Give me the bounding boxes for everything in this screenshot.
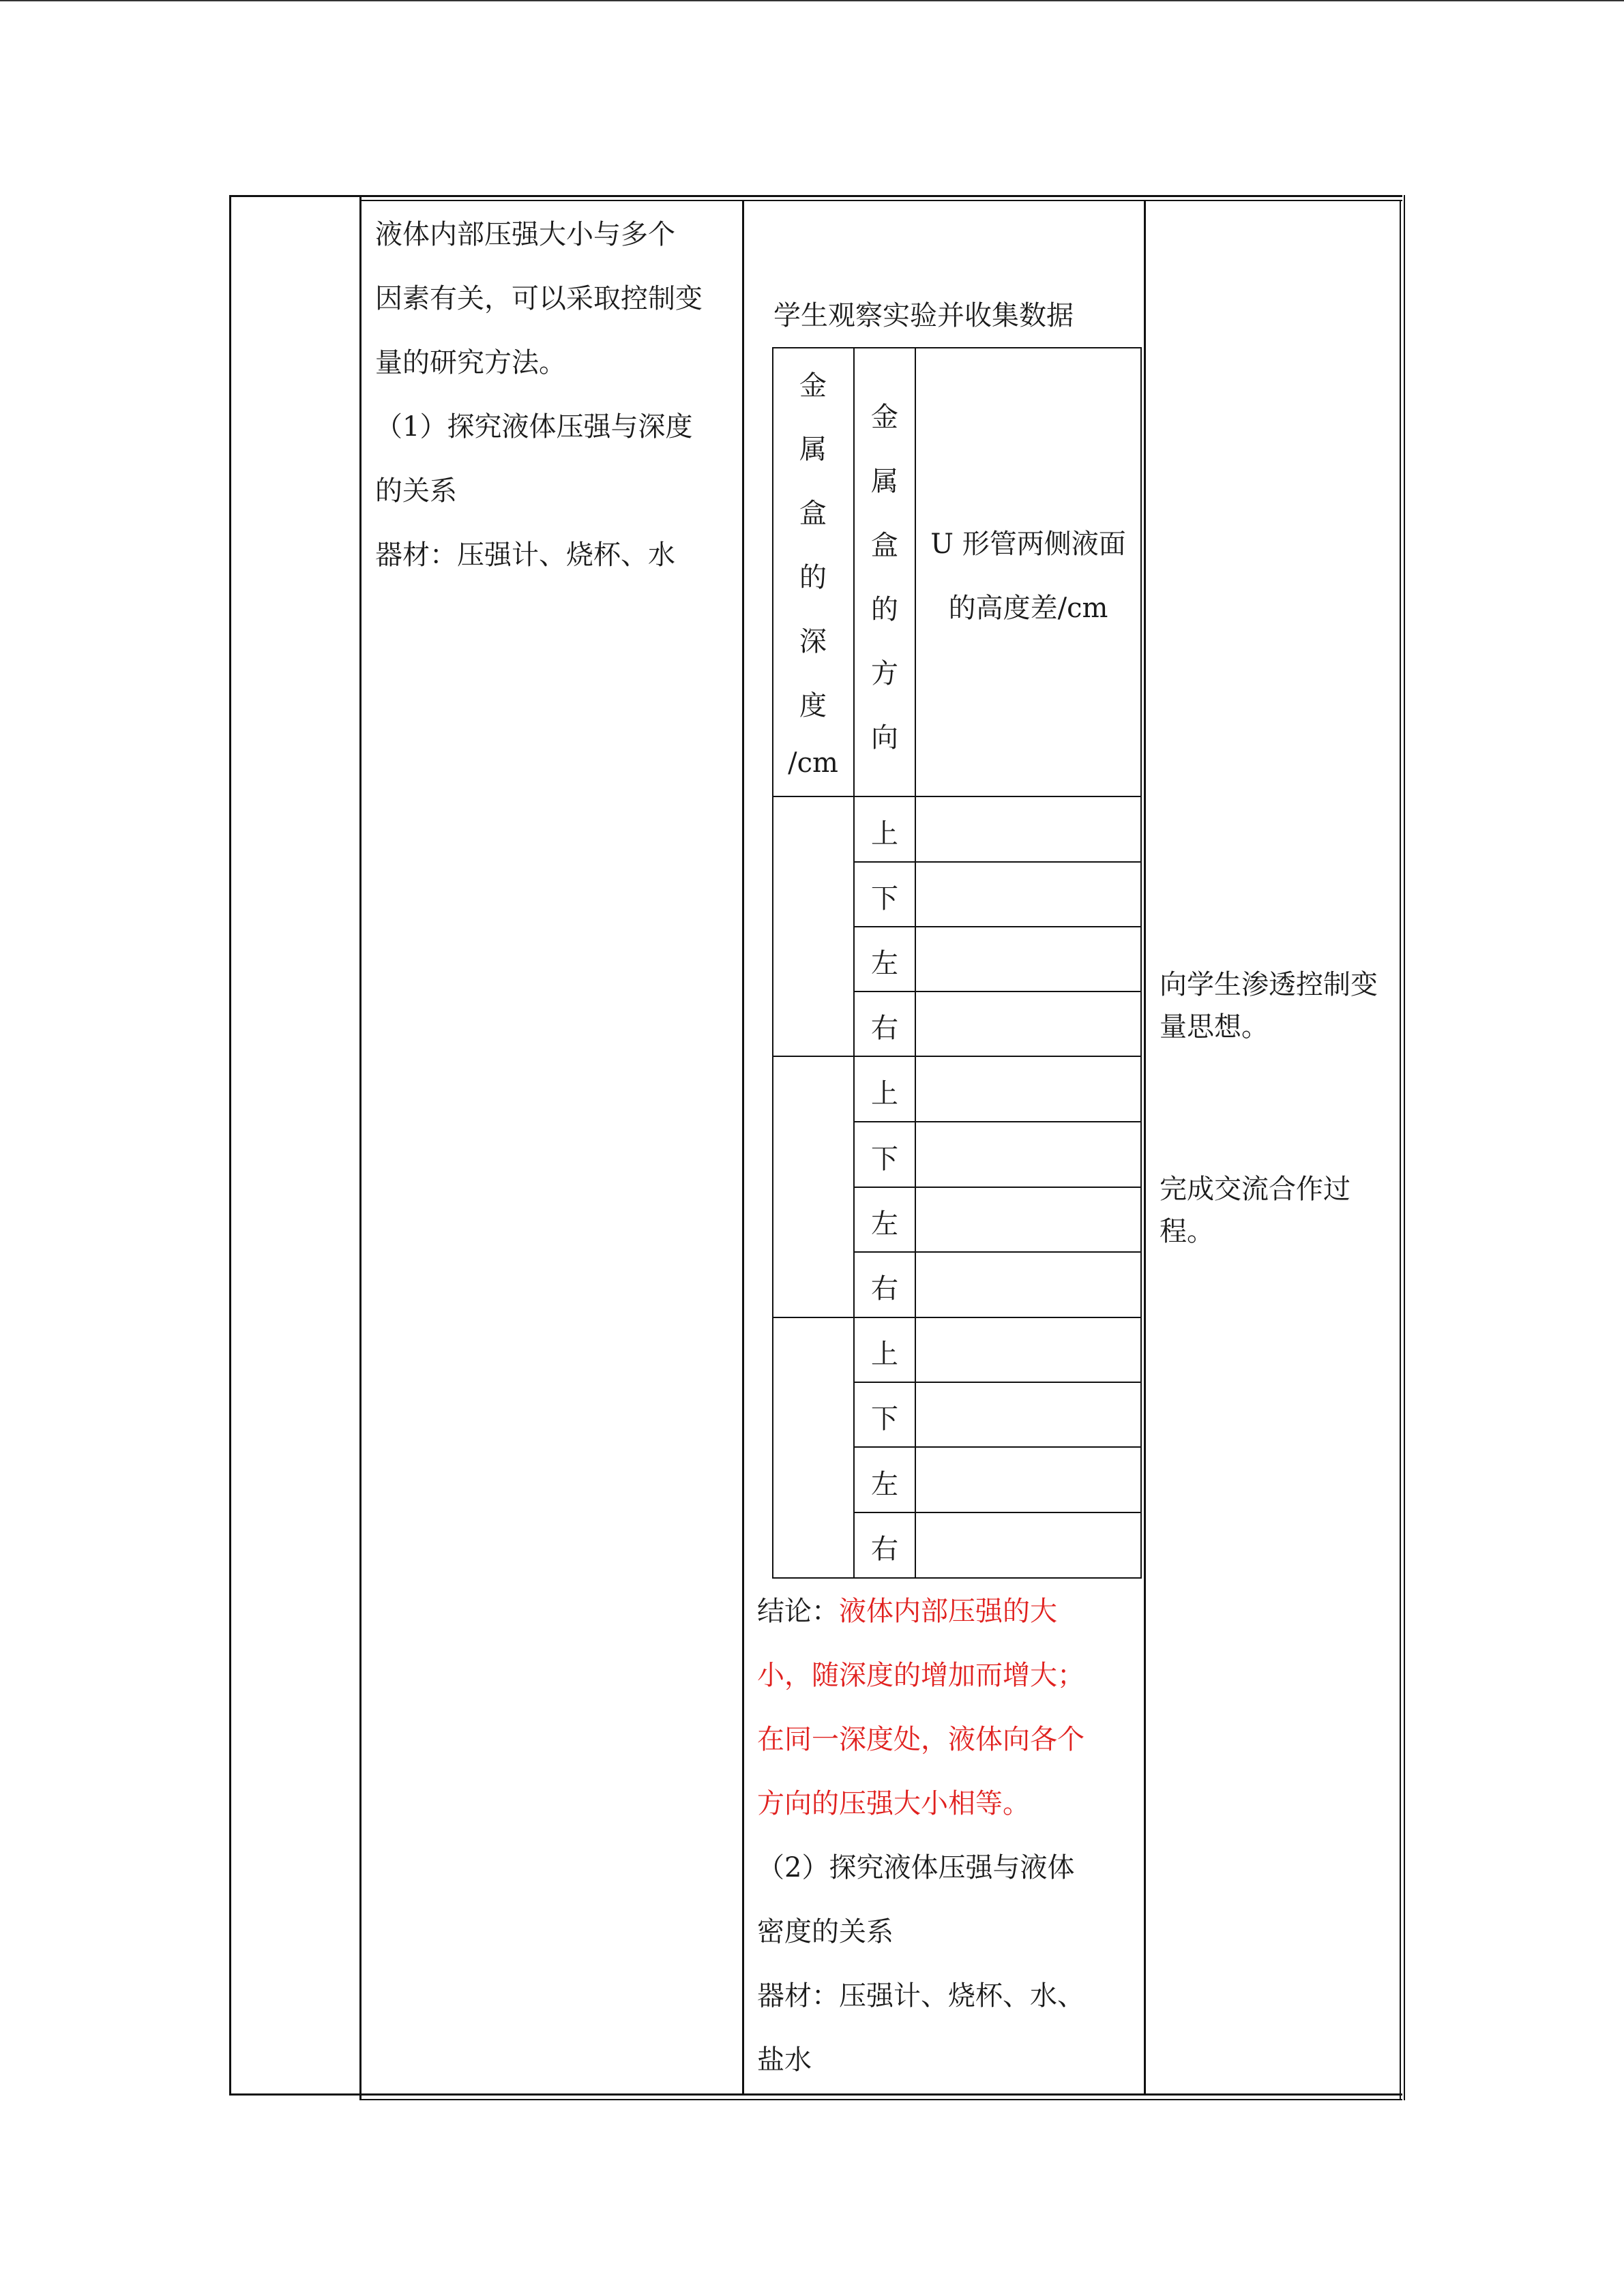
part2-line-4: 盐水 (757, 2044, 812, 2076)
left-line-5: 的关系 (375, 475, 457, 507)
frame-right-line-b (1404, 195, 1405, 2100)
conclusion-line-1 (757, 1579, 1057, 1643)
frame-left-line (229, 195, 231, 2096)
height-cell[interactable] (916, 1513, 1140, 1577)
direction-cell: 上 (871, 818, 898, 850)
frame-top-line-a (229, 195, 1402, 197)
left-line-3: 量的研究方法。 (375, 347, 566, 378)
direction-cell: 上 (871, 1339, 898, 1370)
height-cell[interactable] (916, 1448, 1140, 1512)
direction-cell: 右 (871, 1534, 898, 1565)
part2-line-3: 器材：压强计、烧杯、水、 (757, 1980, 1084, 2012)
height-cell[interactable] (916, 1057, 1140, 1121)
conclusion-label: 结论： (757, 1596, 839, 1627)
height-cell[interactable] (916, 1122, 1140, 1187)
header-depth-char: 的 (799, 562, 827, 593)
direction-cell: 左 (871, 1208, 898, 1240)
part2-line-2: 密度的关系 (757, 1916, 894, 1948)
header-depth-char: 金 (799, 370, 827, 402)
direction-cell: 下 (871, 1144, 898, 1175)
group-3-depth-cell[interactable] (773, 1318, 853, 1577)
header-height-line-1: U 形管两侧液面 (930, 528, 1126, 560)
header-direction-char: 方 (871, 658, 898, 689)
height-cell[interactable] (916, 1188, 1140, 1251)
header-depth-char: 度 (799, 690, 827, 721)
right-note-1: 向学生渗透控制变量思想。 (1160, 969, 1378, 1043)
left-line-6: 器材：压强计、烧杯、水 (375, 539, 675, 571)
direction-cell: 下 (871, 1403, 898, 1435)
column-divider-1 (359, 195, 361, 2100)
header-depth-unit: /cm (788, 747, 838, 779)
direction-cell: 右 (871, 1013, 898, 1044)
left-line-2: 因素有关，可以采取控制变 (375, 283, 703, 314)
direction-cell: 上 (871, 1078, 898, 1109)
header-direction-char: 向 (871, 722, 898, 754)
header-direction-char: 的 (871, 594, 898, 625)
header-direction-char: 金 (871, 402, 898, 433)
conclusion-text: 液体内部压强的大 (839, 1596, 1057, 1627)
height-cell[interactable] (916, 863, 1140, 926)
header-depth-char: 深 (799, 626, 827, 657)
conclusion-line-3: 在同一深度处，液体向各个 (757, 1724, 1084, 1755)
column-divider-3 (1144, 200, 1146, 2096)
table-top-border (772, 347, 1142, 348)
part2-line-1: （2）探究液体压强与液体 (757, 1852, 1075, 1883)
frame-bottom-line-b (360, 2099, 1402, 2100)
frame-top-line-b (360, 200, 1402, 201)
direction-cell: 左 (871, 948, 898, 979)
group-1-depth-cell[interactable] (773, 797, 853, 1056)
height-cell[interactable] (916, 992, 1140, 1056)
height-cell[interactable] (916, 1253, 1140, 1317)
height-cell[interactable] (916, 927, 1140, 991)
direction-cell: 下 (871, 883, 898, 914)
left-line-1: 液体内部压强大小与多个 (375, 219, 675, 250)
middle-intro: 学生观察实验并收集数据 (773, 300, 1074, 331)
direction-cell: 右 (871, 1273, 898, 1304)
header-height-line-2: 的高度差/cm (948, 593, 1108, 624)
frame-right-line-a (1400, 200, 1401, 2100)
table-right-border (1140, 347, 1142, 1579)
conclusion-line-4: 方向的压强大小相等。 (757, 1788, 1030, 1819)
direction-cell: 左 (871, 1469, 898, 1500)
right-note-2: 完成交流合作过程。 (1160, 1174, 1350, 1247)
header-depth-char: 盒 (799, 498, 827, 529)
height-cell[interactable] (916, 1318, 1140, 1382)
left-line-4: （1）探究液体压强与深度 (375, 411, 693, 443)
page-top-border (0, 0, 1624, 1)
group-2-depth-cell[interactable] (773, 1057, 853, 1317)
header-direction-char: 盒 (871, 530, 898, 561)
table-bottom-border (772, 1577, 1142, 1579)
header-depth-char: 属 (799, 434, 827, 465)
conclusion-line-2: 小，随深度的增加而增大； (757, 1660, 1084, 1691)
header-direction-char: 属 (871, 466, 898, 497)
height-cell[interactable] (916, 797, 1140, 861)
height-cell[interactable] (916, 1383, 1140, 1446)
frame-bottom-line-a (229, 2093, 1402, 2096)
column-divider-2 (742, 200, 744, 2096)
